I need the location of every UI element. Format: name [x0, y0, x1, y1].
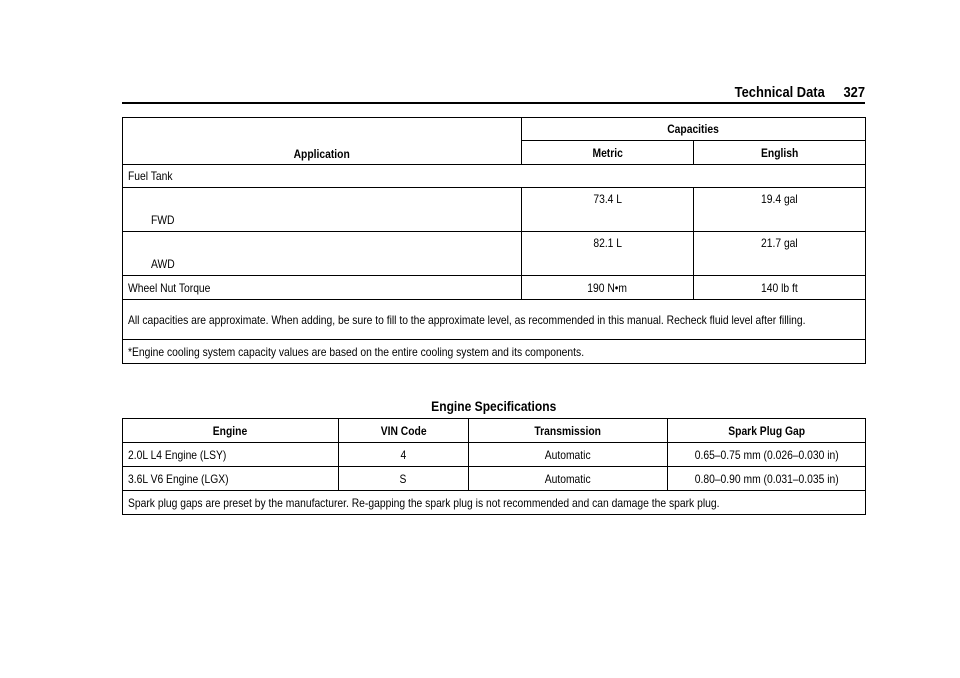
capacities-note: All capacities are approximate. When adding, be sure to fill to the approximate level, as recommended in this manual. Recheck fluid level after filling. [123, 300, 866, 340]
header-metric: Metric [522, 141, 694, 165]
table-row [123, 300, 866, 340]
table-row [123, 340, 866, 364]
row-label-fuel-tank: Fuel Tank [123, 165, 866, 188]
table-row [123, 467, 866, 491]
row-label-wheel-nut-torque: Wheel Nut Torque [123, 276, 522, 300]
fwd-english: 19.4 gal [694, 188, 866, 232]
header-application: Application [123, 118, 522, 165]
cooling-system-note: *Engine cooling system capacity values are based on the entire cooling system and its components. [123, 340, 866, 364]
engine-cell: 2.0L L4 Engine (LSY) [123, 443, 339, 467]
section-title: Technical Data [734, 84, 825, 101]
table-row [123, 165, 866, 188]
torque-english: 140 lb ft [694, 276, 866, 300]
table-row [123, 443, 866, 467]
table-row [123, 491, 866, 515]
spark-plug-gap-cell: 0.80–0.90 mm (0.031–0.035 in) [668, 467, 866, 491]
header-vin-code: VIN Code [339, 419, 469, 443]
table-row [123, 188, 866, 232]
page-header [122, 84, 865, 104]
transmission-cell: Automatic [469, 443, 668, 467]
engine-cell: 3.6L V6 Engine (LGX) [123, 467, 339, 491]
awd-metric: 82.1 L [522, 232, 694, 276]
table-row [123, 276, 866, 300]
engine-specs-title: Engine Specifications [430, 398, 557, 414]
transmission-cell: Automatic [469, 467, 668, 491]
engine-specs-table [122, 418, 866, 515]
capacities-table [122, 117, 866, 364]
row-label-awd: AWD [123, 232, 522, 276]
row-label-fwd: FWD [123, 188, 522, 232]
header-capacities: Capacities [522, 118, 866, 141]
vin-code-cell: S [339, 467, 469, 491]
header-engine: Engine [123, 419, 339, 443]
table-row [123, 232, 866, 276]
spark-plug-gap-cell: 0.65–0.75 mm (0.026–0.030 in) [668, 443, 866, 467]
page-number: 327 [843, 84, 865, 101]
header-english: English [694, 141, 866, 165]
awd-english: 21.7 gal [694, 232, 866, 276]
vin-code-cell: 4 [339, 443, 469, 467]
header-spark-plug-gap: Spark Plug Gap [668, 419, 866, 443]
header-transmission: Transmission [469, 419, 668, 443]
fwd-metric: 73.4 L [522, 188, 694, 232]
torque-metric: 190 N•m [522, 276, 694, 300]
spark-plug-note: Spark plug gaps are preset by the manufacturer. Re-gapping the spark plug is not recommended and can damage the spark plug. [123, 491, 866, 515]
